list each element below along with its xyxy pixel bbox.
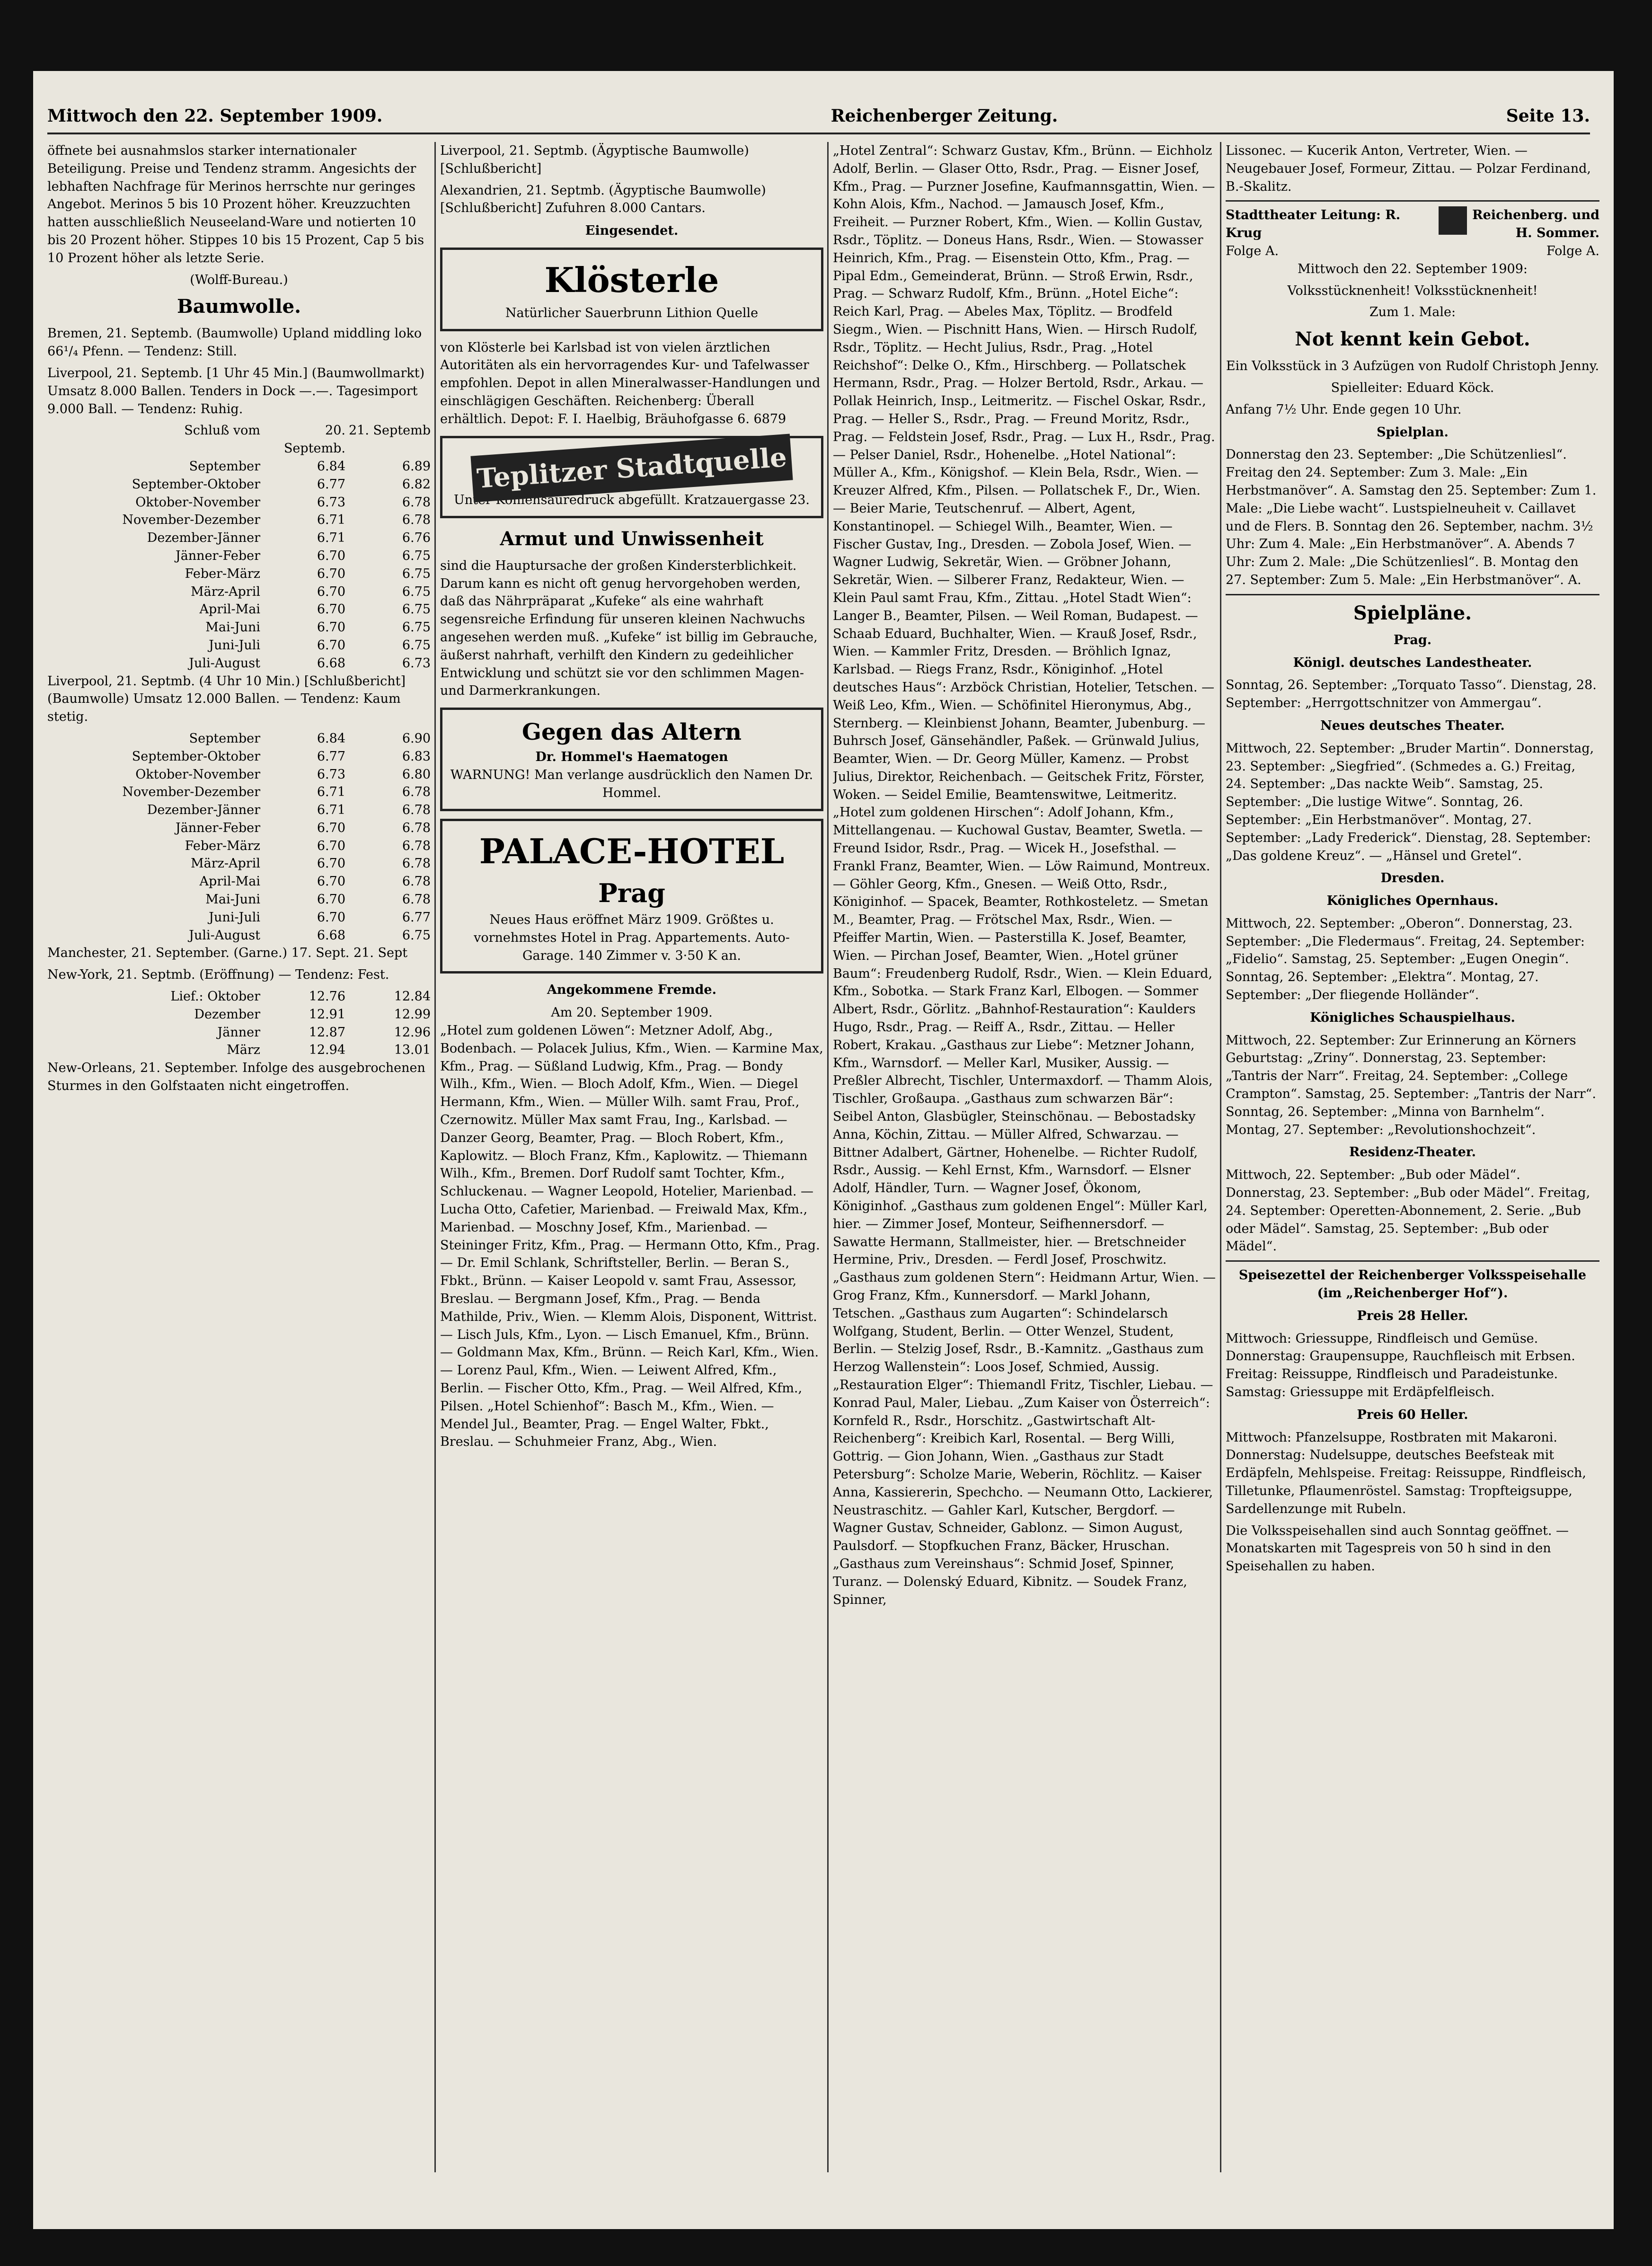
price-table <box>47 988 431 1059</box>
column-ads <box>440 142 823 2172</box>
theater-schedule: Mittwoch, 22. September: „Oberon“. Donnerstag, 23. September: „Die Fledermaus“. Freitag, 24. September: „Fidelio“. Samstag, 25. September: „Eugen Onegin“. Sonntag, 26. September: „Elektra“. Montag, 27. September: „Der fliegende Holländer“. <box>1226 916 1585 1003</box>
theater-header: Stadttheater Leitung: R. Krug Reichenberg. und H. Sommer. <box>1226 206 1599 242</box>
table-row: November-Dezember 6.71 6.78 <box>122 513 431 528</box>
table-row: März-April 6.70 6.75 <box>191 584 431 599</box>
theater-schedule: Mittwoch, 22. September: „Bruder Martin“. Donnerstag, 23. September: „Siegfried“. (Schmedes a. G.) Freitag, 24. September: „Das nackte Weib“. Samstag, 25. September: „Die lustige Witwe“. Sonntag, 26. September: „Ein Herbstmanöver“. Montag, 27. September: „Lady Frederick“. Dienstag, 28. September: „Das goldene Kreuz“. — „Hänsel und Gretel“. <box>1226 741 1594 863</box>
ad-subtitle: Dr. Hommel's Haematogen <box>535 750 728 765</box>
table-row: Dezember-Jänner 6.71 6.76 <box>147 531 431 546</box>
header-page: Seite 13. <box>1506 106 1590 126</box>
ad-text: von Klösterle bei Karlsbad ist von vielen ärztlichen Autoritäten als ein hervorragendes Kur- und Tafelwasser empfohlen. Depot in allen Mineralwasser-Handlungen und einschlägigen Geschäften. Reichenberg: Überall erhältlich. Depot: F. I. Haelbig, Bräuhofgasse 6. 6879 <box>440 340 821 426</box>
ad-title: Klösterle <box>544 259 719 300</box>
table-row: Jänner 12.87 12.96 <box>217 1025 431 1040</box>
table-row: Juli-August 6.68 6.73 <box>189 655 431 671</box>
table-row: September 6.84 6.90 <box>189 731 431 746</box>
times: Anfang 7½ Uhr. Ende gegen 10 Uhr. <box>1226 402 1462 417</box>
ad-title: Armut und Unwissenheit <box>500 527 764 550</box>
ad-palace-hotel <box>440 819 823 974</box>
source: (Wolff-Bureau.) <box>190 272 288 287</box>
theater-emblem <box>1439 206 1467 235</box>
theater-schedule: Mittwoch, 22. September: „Bub oder Mädel“. Donnerstag, 23. September: „Bub oder Mädel“. Freitag, 24. September: Operetten-Abonnement, 2. Serie. „Bub oder Mädel“. Samstag, 25. September: „Bub oder Mädel“. <box>1226 1168 1590 1254</box>
column-rule <box>827 142 829 2172</box>
first-time: Zum 1. Male: <box>1369 305 1456 320</box>
city-dresden: Dresden. <box>1380 871 1445 886</box>
theater-date: Mittwoch den 22. September 1909: <box>1298 261 1528 276</box>
table-row: Juni-Juli 6.70 6.75 <box>209 637 431 653</box>
wool-report: öffnete bei ausnahmslos starker internationaler Beteiligung. Preise und Tendenz stramm. Angesichts der lebhaften Nachfrage für Merinos herrschte nur geringes Angebot. Merinos 5 bis 10 Prozent höher. Kreuzzuchten hatten ausschließlich Neuseeland-Ware und notierten 10 bis 20 Prozent höher. Stippes 10 bis 15 Prozent, Cap 5 bis 10 Prozent höher als letzte Serie. <box>47 143 424 266</box>
newyork-report: New-York, 21. Septmb. (Eröffnung) — Tendenz: Fest. <box>47 967 389 983</box>
table-row: September-Oktober 6.77 6.83 <box>132 749 431 764</box>
table-row: Dezember 12.91 12.99 <box>194 1007 431 1022</box>
column-guests <box>833 142 1216 2172</box>
city-prag: Prag. <box>1393 632 1432 647</box>
director: Spielleiter: Eduard Köck. <box>1331 380 1494 395</box>
theater-name: Neues deutsches Theater. <box>1320 718 1505 733</box>
ad-title: Teplitzer Stadtquelle <box>470 434 793 502</box>
liverpool-report: Liverpool, 21. Septemb. [1 Uhr 45 Min.] (Baumwollmarkt) Umsatz 8.000 Ballen. Tenders in Dock —.—. Tagesimport 9.000 Ball. — Tendenz: Ruhig. <box>47 365 425 416</box>
price-table <box>47 730 431 945</box>
speise-title: Speisezettel der Reichenberger Volksspeisehalle (im „Reichenberger Hof“). <box>1238 1268 1587 1301</box>
bremen-report: Bremen, 21. Septemb. (Baumwolle) Upland middling loko 66¹/₄ Pfenn. — Tendenz: Still. <box>47 326 422 359</box>
table-row: Juli-August 6.68 6.75 <box>189 928 431 943</box>
column-market <box>47 142 431 2172</box>
table-row: März-April 6.70 6.78 <box>191 856 431 871</box>
ad-haematogen <box>440 708 823 811</box>
page-header <box>47 99 1590 134</box>
ad-text: sind die Hauptursache der großen Kindersterblichkeit. Darum kann es nicht oft genug hervorgehoben werden, daß das Nährpräparat „Kufeke“ als eine wahrhaft segensreiche Erfindung für unseren kleinen Nachwuchs angesehen werden muß. „Kufeke“ ist billig im Gebrauche, äußerst nahrhaft, verhilft den Kindern zu gedeihlicher Entwicklung und schützt sie vor den schlimmen Magen- und Darmerkrankungen. <box>440 558 818 699</box>
guest-list: „Hotel zum goldenen Löwen“: Metzner Adolf, Abg., Bodenbach. — Polacek Julius, Kfm., Wien. — Karmine Max, Kfm., Prag. — Süßland Ludwig, Kfm., Prag. — Bondy Wilh., Kfm., Wien. — Bloch Adolf, Kfm., Wien. — Diegel Hermann, Kfm., Wien. — Müller Wilh. samt Frau, Prof., Czernowitz. Müller Max samt Frau, Ing., Karlsbad. — Danzer Georg, Beamter, Prag. — Bloch Robert, Kfm., Kaplowitz. — Bloch Franz, Kfm., Kaplowitz. — Thiemann Wilh., Kfm., Bremen. Dorf Rudolf samt Tochter, Kfm., Schluckenau. — Wagner Leopold, Hotelier, Marienbad. — Lucha Otto, Cafetier, Marienbad. — Freiwald Max, Kfm., Marienbad. — Moschny Josef, Kfm., Marienbad. — Steininger Fritz, Kfm., Prag. — Hermann Otto, Kfm., Prag. — Dr. Emil Schlank, Schriftsteller, Berlin. — Beran S., Fbkt., Brünn. — Kaiser Leopold v. samt Frau, Assessor, Breslau. — Bergmann Josef, Kfm., Prag. — Benda Mathilde, Priv., Wien. — Klemm Alois, Disponent, Wittrist. — Lisch Juls, Kfm., Lyon. — Lisch Emanuel, Kfm., Brünn. — Goldmann Max, Kfm., Brünn. — Reich Karl, Kfm., Wien. — Lorenz Paul, Kfm., Wien. — Leiwent Alfred, Kfm., Berlin. — Fischer Otto, Kfm., Prag. — Weil Alfred, Kfm., Pilsen. „Hotel Schienhof“: Basch M., Kfm., Wien. — Mendel Jul., Beamter, Prag. — Engel Walter, Fbkt., Breslau. — Schuhmeier Franz, Abg., Wien. <box>440 1023 823 1450</box>
fremde-title: Angekommene Fremde. <box>547 983 716 998</box>
ad-subtitle: Natürlicher Sauerbrunn Lithion Quelle <box>505 305 759 320</box>
table-row: Mai-Juni 6.70 6.75 <box>205 620 431 635</box>
ad-kloesterle <box>440 248 823 331</box>
table-row: März 12.94 13.01 <box>227 1043 431 1058</box>
manchester-report: Manchester, 21. September. (Garne.) 17. Sept. 21. Sept <box>47 946 408 961</box>
menu-28: Mittwoch: Griessuppe, Rindfleisch und Gemüse. Donnerstag: Graupensuppe, Rauchfleisch mit Erbsen. Freitag: Reissuppe, Rindfleisch und Paradeistunke. Samstag: Griessuppe mit Erdäpfelfleisch. <box>1226 1331 1575 1400</box>
spielplaene-title: Spielpläne. <box>1353 602 1472 624</box>
table-row: November-Dezember 6.71 6.78 <box>122 785 431 800</box>
ad-title: Gegen das Altern <box>521 719 742 746</box>
table-row: Juni-Juli 6.70 6.77 <box>209 910 431 925</box>
theater-schedule: Mittwoch, 22. September: Zur Erinnerung an Körners Geburtstag: „Zriny“. Donnerstag, 23. September: „Tantris der Narr“. Freitag, 24. September: „College Crampton“. Samstag, 25. September: „Tantris der Narr“. Sonntag, 26. September: „Minna von Barnhelm“. Montag, 27. September: „Revolutionshochzeit“. <box>1226 1033 1596 1137</box>
theater-schedule: Sonntag, 26. September: „Torquato Tasso“. Dienstag, 28. September: „Herrgottschnitzer von Ammergau“. <box>1226 678 1597 711</box>
price-28: Preis 28 Heller. <box>1357 1308 1468 1323</box>
theater-name: Königl. deutsches Landestheater. <box>1293 655 1532 670</box>
table-row: Oktober-November 6.73 6.78 <box>135 495 431 510</box>
novelty: Volksstücknenheit! Volksstücknenheit! <box>1287 283 1538 298</box>
table-row: September 6.84 6.89 <box>189 459 431 474</box>
ad-city: Prag <box>598 877 665 908</box>
table-row: September-Oktober 6.77 6.82 <box>132 477 431 492</box>
price-60: Preis 60 Heller. <box>1357 1407 1468 1422</box>
price-table <box>47 458 431 673</box>
table-row: Mai-Juni 6.70 6.78 <box>205 892 431 907</box>
menu-60: Mittwoch: Pfanzelsuppe, Rostbraten mit Makaroni. Donnerstag: Nudelsuppe, deutsches Beefsteak mit Erdäpfeln, Mehlspeise. Freitag: Reissuppe, Rindfleisch, Tilletunke, Pflaumenröstel. Samstag: Tropfteigsuppe, Sardellenzunge mit Rubeln. <box>1226 1430 1586 1516</box>
table-row: Lief.: Oktober 12.76 12.84 <box>170 989 431 1004</box>
guest-list: „Hotel Zentral“: Schwarz Gustav, Kfm., Brünn. — Eichholz Adolf, Berlin. — Glaser Otto, Rsdr., Prag. — Eisner Josef, Kfm., Prag. — Purzner Josefine, Kaufmannsgattin, Wien. — Kohn Alois, Kfm., Nachod. — Jamausch Josef, Kfm., Freiheit. — Purzner Robert, Kfm., Wien. — Kollin Gustav, Rsdr., Töplitz. — Doneus Hans, Rsdr., Wien. — Stowasser Heinrich, Kfm., Prag. — Eisenstein Otto, Kfm., Prag. — Pipal Edm., Gemeinderat, Brünn. — Stroß Erwin, Rsdr., Prag. — Schwarz Rudolf, Kfm., Brünn. „Hotel Eiche“: Reich Karl, Prag. — Abeles Max, Töplitz. — Brodfeld Siegm., Wien. — Pischnitt Hans, Wien. — Hirsch Rudolf, Rsdr., Töplitz. — Hecht Julius, Rsdr., Prag. „Hotel Reichshof“: Delke O., Kfm., Hirschberg. — Pollatschek Hermann, Rsdr., Prag. — Holzer Bertold, Rsdr., Arkau. — Pollak Heinrich, Insp., Leitmeritz. — Fischel Oskar, Rsdr., Prag. — Heller S., Rsdr., Prag. — Freund Moritz, Rsdr., Prag. — Feldstein Josef, Rsdr., Prag. — Lux H., Rsdr., Prag. — Pelser Daniel, Rsdr., Hohenelbe. „Hotel National“: Müller A., Kfm., Königshof. — Klein Bela, Rsdr., Wien. — Kreuzer Alfred, Kfm., Pilsen. — Pollatschek F., Dr., Wien. — Beier Marie, Teutschenruf. — Albert, Agent, Konstantinopel. — Schiegel Wilh., Beamter, Wien. — Fischer Gustav, Ing., Dresden. — Zobola Josef, Wien. — Wagner Ludwig, Sekretär, Wien. — Gröbner Johann, Sekretär, Wien. — Silberer Franz, Redakteur, Wien. — Klein Paul samt Frau, Kfm., Zittau. „Hotel Stadt Wien“: Langer B., Beamter, Pilsen. — Weil Roman, Budapest. — Schaab Eduard, Buchhalter, Wien. — Krauß Josef, Rsdr., Wien. — Kammler Fritz, Dresden. — Bröhlich Ignaz, Karlsbad. — Riegs Franz, Rsdr., Königinhof. „Hotel deutsches Haus“: Arzböck Christian, Hotelier, Tetschen. — Weiß Leo, Kfm., Wien. — Schöfinitel Hieronymus, Abg., Sternberg. — Kleinbienst Johann, Beamter, Jubenburg. — Buhrsch Josef, Gänsehändler, Paßek. — Grünwald Julius, Beamter, Wien. — Dr. Georg Müller, Kamenz. — Probst Julius, Direktor, Reichenbach. — Geitschek Fritz, Förster, Woken. — Seidel Emilie, Beamtenswitwe, Leitmeritz. „Hotel zum goldenen Hirschen“: Adolf Johann, Kfm., Mittellangenau. — Kuchowal Gustav, Beamter, Swetla. — Freund Isidor, Rsdr., Prag. — Wicek H., Josefsthal. — Frankl Franz, Beamter, Wien. — Löw Raimund, Montreux. — Göhler Georg, Kfm., Gnesen. — Weiß Otto, Rsdr., Königinhof. — Spacek, Beamter, Rothkosteletz. — Smetan M., Beamter, Prag. — Frötschel Max, Rsdr., Wien. — Pfeiffer Martin, Wien. — Pasterstilla K. Josef, Beamter, Wien. — Pirchan Josef, Beamter, Wien. „Hotel grüner Baum“: Freudenberg Rudolf, Rsdr., Wien. — Klein Eduard, Kfm., Sobotka. — Stark Franz Karl, Elbogen. — Sommer Albert, Rsdr., Görlitz. „Bahnhof-Restauration“: Kaulders Hugo, Rsdr., Prag. — Reiff A., Rsdr., Zittau. — Heller Robert, Krakau. „Gasthaus zur Liebe“: Metzner Johann, Kfm., Warnsdorf. — Meller Karl, Musiker, Aussig. — Preßler Albrecht, Tischler, Untermaxdorf. — Thamm Alois, Tischler, Großaupa. „Gasthaus zum schwarzen Bär“: Seibel Anton, Glasbügler, Steinschönau. — Bebostadsky Anna, Köchin, Zittau. — Müller Alfred, Schwarzau. — Bittner Adalbert, Gärtner, Hohenelbe. — Richter Rudolf, Rsdr., Aussig. — Kehl Ernst, Kfm., Warnsdorf. — Elsner Adolf, Händler, Turn. — Wagner Josef, Ökonom, Königinhof. „Gasthaus zum goldenen Engel“: Müller Karl, hier. — Zimmer Josef, Monteur, Seifhennersdorf. — Sawatte Hermann, Stallmeister, hier. — Bretschneider Hermine, Priv., Dresden. — Ferdl Josef, Proschwitz. „Gasthaus zum goldenen Stern“: Heidmann Artur, Wien. — Grog Franz, Kfm., Kunnersdorf. — Markl Johann, Tetschen. „Gasthaus zum Augarten“: Schindelarsch Wolfgang, Student, Berlin. — Otter Wenzel, Student, Berlin. — Stelzig Josef, Rsdr., B.-Kamnitz. „Gasthaus zum Herzog Wallenstein“: Loos Josef, Schmied, Aussig. „Restauration Elger“: Thiemandl Fritz, Tischler, Liebau. — Konrad Paul, Maler, Liebau. „Zum Kaiser von Österreich“: Kornfeld R., Rsdr., Horschitz. „Gastwirtschaft Alt-Reichenberg“: Kreibich Karl, Rosental. — Berg Willi, Gottrig. — Gion Johann, Wien. „Gasthaus zur Stadt Petersburg“: Scholze Marie, Weberin, Röchlitz. — Kaiser Anna, Kassiererin, Spechcho. — Neumann Otto, Lackierer, Neustraschitz. — Gahler Karl, Kutscher, Bergdorf. — Wagner Gustav, Schneider, Gablonz. — Simon August, Paulsdorf. — Stopfkuchen Franz, Bäcker, Hruschan. „Gasthaus zum Vereinshaus“: Schmid Josef, Spinner, Turanz. — Dolenský Eduard, Kibnitz. — Soudek Franz, Spinner, <box>833 143 1216 1607</box>
table-row: Oktober-November 6.73 6.80 <box>135 767 431 782</box>
theater-name: Königliches Schauspielhaus. <box>1310 1010 1515 1025</box>
ad-title: PALACE-HOTEL <box>479 831 785 871</box>
table-row: Feber-März 6.70 6.78 <box>185 838 431 853</box>
speise-footer: Die Volksspeisehallen sind auch Sonntag geöffnet. — Monatskarten mit Tagespreis von 50 h sind in den Speisehallen zu haben. <box>1226 1523 1569 1574</box>
section-title: Baumwolle. <box>177 295 301 318</box>
eingesendet-title: Eingesendet. <box>585 223 679 239</box>
alexandrien-report: Alexandrien, 21. Septmb. (Ägyptische Baumwolle) [Schlußbericht] Zufuhren 8.000 Cantars. <box>440 183 766 216</box>
neworleans-report: New-Orleans, 21. September. Infolge des ausgebrochenen Sturmes in den Golfstaaten nicht eingetroffen. <box>47 1061 425 1094</box>
ad-text: WARNUNG! Man verlange ausdrücklich den Namen Dr. Hommel. <box>450 768 813 800</box>
spielplan-title: Spielplan. <box>1377 425 1449 440</box>
table-row: April-Mai 6.70 6.75 <box>199 602 431 617</box>
theater-name: Königliches Opernhaus. <box>1326 894 1499 909</box>
ad-subtitle: Unter Kohlensäuredruck abgefüllt. Kratzauergasse 23. <box>454 492 810 507</box>
folge: Folge A. Folge A. <box>1226 243 1599 258</box>
spielplan-text: Donnerstag den 23. September: „Die Schützenliesl“. Freitag den 24. September: Zum 3. Male: „Ein Herbstmanöver“. A. Samstag den 25. September: Zum 1. Male: „Die Liebe wacht“. Lustspielneuheit v. Caillavet und de Flers. B. Sonntag den 26. September, nachm. 3½ Uhr: Zum 4. Male: „Ein Herbstmanöver“. A. Abends 7 Uhr: Zum 2. Male: „Die Schützenliesl“. B. Montag den 27. September: Zum 5. Male: „Ein Herbstmanöver“. A. <box>1226 447 1597 587</box>
header-date: Mittwoch den 22. September 1909. <box>47 106 383 126</box>
table-header: Schluß vom 20. Septemb. 21. Septemb <box>184 423 431 456</box>
table-row: April-Mai 6.70 6.78 <box>199 874 431 889</box>
ad-teplitzer <box>440 436 823 518</box>
liverpool-report: Liverpool, 21. Septmb. (4 Uhr 10 Min.) [Schlußbericht] (Baumwolle) Umsatz 12.000 Ballen. — Tendenz: Kaum stetig. <box>47 673 406 725</box>
column-rule <box>434 142 436 2172</box>
theater-name: Residenz-Theater. <box>1349 1145 1476 1160</box>
table-row: Dezember-Jänner 6.71 6.78 <box>147 803 431 818</box>
play-title: Not kennt kein Gebot. <box>1295 328 1530 351</box>
table-row: Jänner-Feber 6.70 6.75 <box>175 548 431 563</box>
ad-text: Neues Haus eröffnet März 1909. Größtes u. vornehmstes Hotel in Prag. Appartements. Auto-Garage. 140 Zimmer v. 3·50 K an. <box>474 912 790 963</box>
play-desc: Ein Volksstück in 3 Aufzügen von Rudolf Christoph Jenny. <box>1226 359 1599 374</box>
table-row: Jänner-Feber 6.70 6.78 <box>175 820 431 835</box>
guest-list-end: Lissonec. — Kucerik Anton, Vertreter, Wien. — Neugebauer Josef, Formeur, Zittau. — Polzar Ferdinand, B.-Skalitz. <box>1226 143 1591 194</box>
fremde-date: Am 20. September 1909. <box>551 1005 713 1020</box>
table-row: Feber-März 6.70 6.75 <box>185 566 431 581</box>
column-rule <box>1220 142 1221 2172</box>
liverpool-egypt: Liverpool, 21. Septmb. (Ägyptische Baumwolle) [Schlußbericht] <box>440 143 749 176</box>
column-theater <box>1226 142 1599 2172</box>
header-title: Reichenberger Zeitung. <box>830 106 1058 126</box>
